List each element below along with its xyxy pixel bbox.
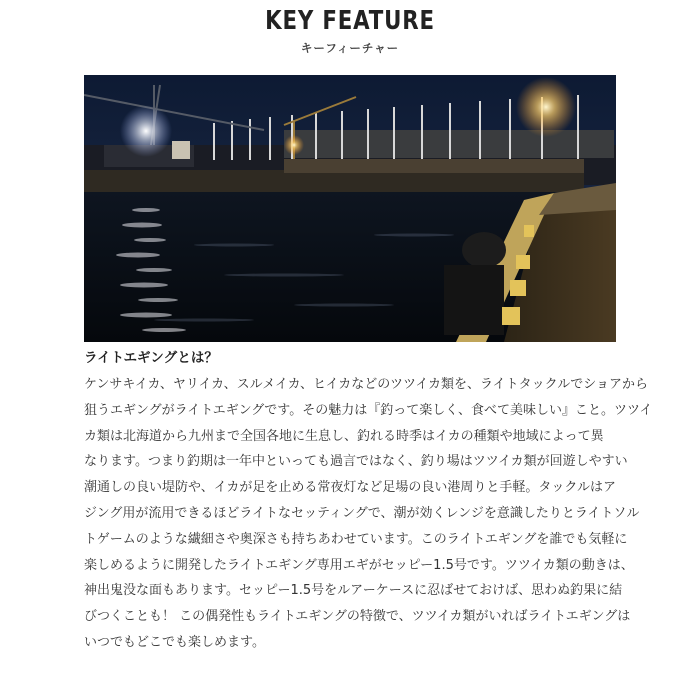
body-line: なります。つまり釣期は一年中といっても過言ではなく、釣り場はツツイカ類が回遊しやすい [84,454,628,470]
body-line: 潮通しの良い堤防や、イカが足を止める常夜灯など足場の良い港周りと手軽。タックルはア [84,480,616,496]
body-line: いつでもどこでも楽しめます。 [84,634,265,650]
section-heading: ライトエギングとは？ [84,350,218,366]
body-line: カ類は北海道から九州まで全国各地に生息し、釣れる時季はイカの種類や地域によって異 [84,428,604,444]
body-line: ケンサキイカ、ヤリイカ、スルメイカ、ヒイカなどのツツイカ類を、ライトタックルでショアから [84,377,648,392]
body-line: 狙うエギングがライトエギングです。その魅力は『釣って楽しく、食べて美味しい』こと。ツツイ [84,402,653,418]
body-line: びつくことも！ この偶発性もライトエギングの特徴で、ツツイカ類がいればライトエギングは [84,609,631,625]
section-body [84,372,653,656]
body-line: ジング用が流用できるほどライトなセッティングで、潮が効くレンジを意識したりとライトソル [84,505,640,521]
body-line: 楽しめるように開発したライトエギング専用エギがセッピー1.5号です。ツツイカ類の動きは、 [84,557,634,573]
body-line: 神出鬼没な面もあります。セッピー1.5号をルアーケースに忍ばせておけば、思わぬ釣果に結 [84,583,623,599]
page-subtitle: キーフィーチャー [300,41,400,55]
page-title: KEY FEATURE [265,6,435,36]
night-harbor-photo [84,75,616,342]
body-line: トゲームのような繊細さや奥深さも持ちあわせています。このライトエギングを誰でも気軽に [84,531,628,547]
section [84,346,653,656]
